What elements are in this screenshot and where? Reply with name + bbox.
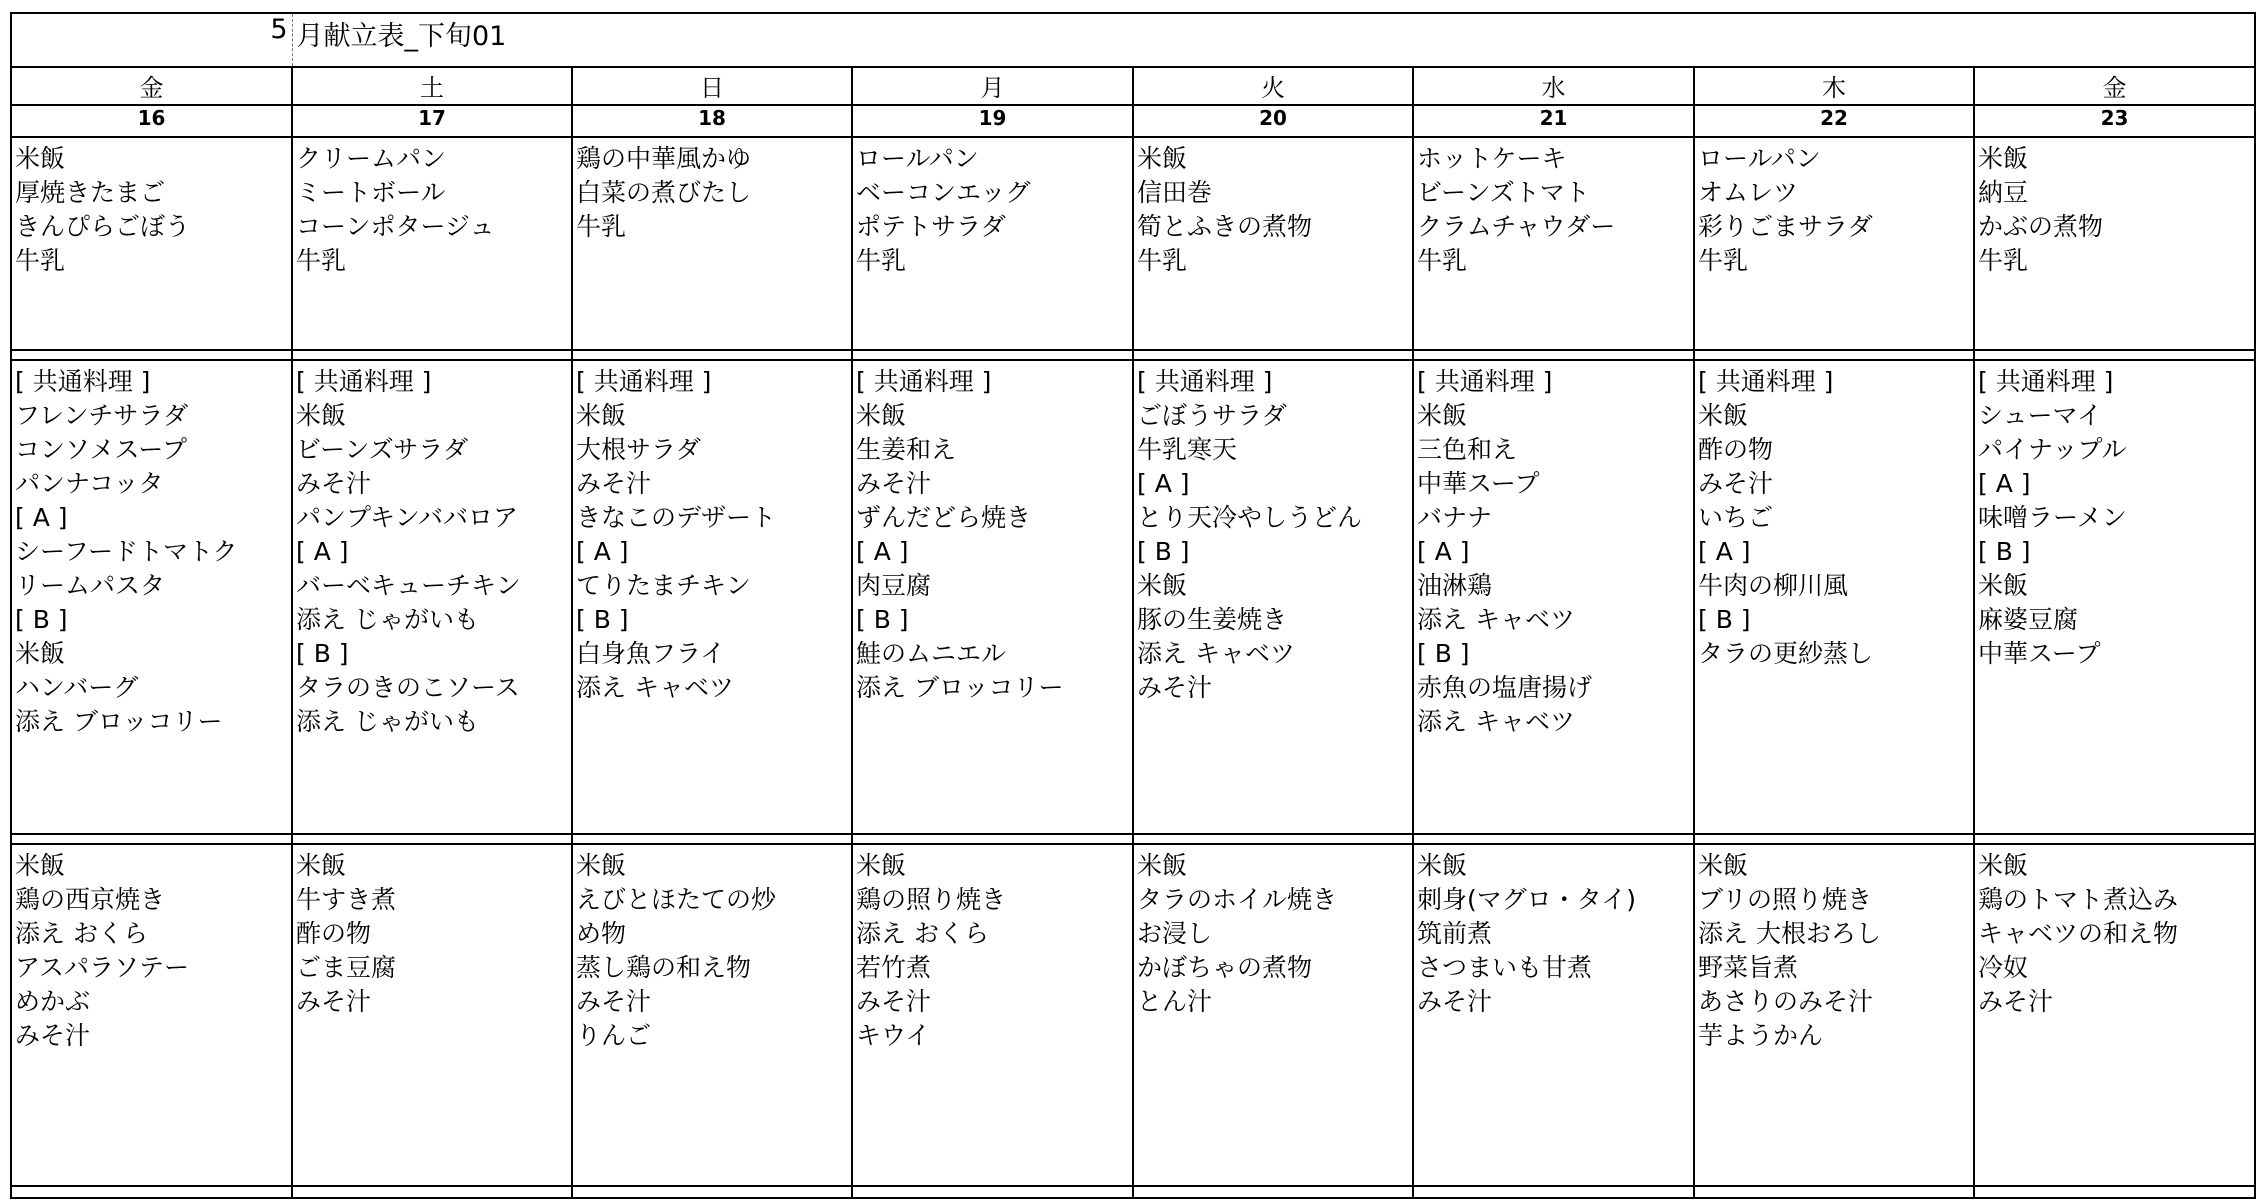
- date-row: [11, 105, 2255, 137]
- menu-item: みそ汁: [1417, 987, 1493, 1016]
- menu-item: 米飯: [576, 851, 627, 880]
- menu-item: 肉豆腐: [856, 571, 932, 600]
- dinner-cell: [1133, 844, 1413, 1186]
- weekday-header: 土: [292, 67, 572, 105]
- lunch-cell: [11, 360, 292, 834]
- menu-table: [10, 12, 2256, 1199]
- separator-cell: [1694, 834, 1974, 844]
- menu-item: パンプキンババロア: [296, 503, 519, 532]
- menu-item: ポテトサラダ: [856, 212, 1006, 241]
- menu-item: 添え ブロッコリー: [856, 673, 1064, 702]
- menu-item: みそ汁: [1698, 469, 1774, 498]
- menu-item: 鶏の照り焼き: [856, 885, 1007, 914]
- menu-item: みそ汁: [15, 1021, 91, 1050]
- menu-item: [ A ]: [296, 537, 349, 566]
- date-header: 21: [1413, 105, 1694, 137]
- menu-item: みそ汁: [1137, 673, 1213, 702]
- menu-item: 大根サラダ: [576, 435, 701, 464]
- menu-item: 米飯: [15, 144, 66, 173]
- menu-item: 白身魚フライ: [576, 639, 726, 668]
- menu-item: [ A ]: [15, 503, 68, 532]
- menu-item: 添え キャベツ: [1417, 707, 1575, 736]
- separator-cell: [292, 350, 572, 360]
- menu-item: パイナップル: [1978, 435, 2127, 464]
- menu-item: ビーンズトマト: [1417, 178, 1590, 207]
- menu-item: [ 共通料理 ]: [1978, 367, 2114, 396]
- breakfast-cell: [11, 137, 292, 350]
- menu-item: め物: [576, 919, 627, 948]
- menu-item: バナナ: [1417, 503, 1493, 532]
- menu-item: ブリの照り焼き: [1698, 885, 1873, 914]
- menu-item: タラの更紗蒸し: [1698, 639, 1874, 668]
- menu-item: [ A ]: [1137, 469, 1190, 498]
- menu-item: シーフードトマトク: [15, 537, 238, 566]
- menu-item: お浸し: [1137, 919, 1213, 948]
- menu-item: フレンチサラダ: [15, 401, 189, 430]
- menu-item: コーンポタージュ: [296, 212, 495, 241]
- menu-item: 添え ブロッコリー: [15, 707, 223, 736]
- menu-item: とん汁: [1137, 987, 1213, 1016]
- menu-item: 米飯: [1978, 571, 2029, 600]
- lunch-row: [11, 360, 2255, 834]
- lunch-cell: [1413, 360, 1694, 834]
- weekday-header: 木: [1694, 67, 1974, 105]
- menu-item: 米飯: [296, 401, 347, 430]
- menu-item: ロールパン: [1698, 144, 1821, 173]
- menu-item: [ 共通料理 ]: [856, 367, 992, 396]
- separator-cell: [1694, 350, 1974, 360]
- menu-item: [ 共通料理 ]: [15, 367, 151, 396]
- date-header: 20: [1133, 105, 1413, 137]
- separator-cell: [852, 350, 1133, 360]
- menu-item: ロールパン: [856, 144, 979, 173]
- menu-item: 鶏のトマト煮込み: [1978, 885, 2179, 914]
- menu-item: 芋ようかん: [1698, 1021, 1824, 1050]
- menu-item: [ B ]: [1698, 605, 1751, 634]
- menu-item: 添え キャベツ: [1417, 605, 1575, 634]
- menu-item: えびとほたての炒: [576, 885, 777, 914]
- breakfast-cell: [1974, 137, 2255, 350]
- menu-item: パンナコッタ: [15, 469, 164, 498]
- menu-item: [ B ]: [1137, 537, 1190, 566]
- menu-item: 筍とふきの煮物: [1137, 212, 1313, 241]
- menu-item: てりたまチキン: [576, 571, 751, 600]
- menu-item: あさりのみそ汁: [1698, 987, 1874, 1016]
- separator-cell: [1413, 834, 1694, 844]
- menu-item: [ A ]: [1698, 537, 1751, 566]
- menu-item: クラムチャウダー: [1417, 212, 1616, 241]
- breakfast-cell: [1694, 137, 1974, 350]
- separator-cell: [1974, 834, 2255, 844]
- menu-item: 酢の物: [296, 919, 372, 948]
- menu-item: みそ汁: [1978, 987, 2054, 1016]
- menu-item: 赤魚の塩唐揚げ: [1417, 673, 1593, 702]
- date-header: 17: [292, 105, 572, 137]
- separator-cell: [1133, 834, 1413, 844]
- menu-item: 米飯: [15, 851, 66, 880]
- menu-item: 厚焼きたまご: [15, 178, 166, 207]
- menu-item: [ B ]: [1417, 639, 1470, 668]
- dinner-cell: [292, 844, 572, 1186]
- menu-item: 牛乳: [1137, 246, 1188, 275]
- menu-item: 米飯: [1137, 144, 1188, 173]
- menu-item: シューマイ: [1978, 401, 2103, 430]
- date-header: 16: [11, 105, 292, 137]
- menu-item: 鶏の中華風かゆ: [576, 144, 752, 173]
- menu-item: 米飯: [1698, 401, 1749, 430]
- separator-cell: [852, 1186, 1133, 1198]
- menu-item: キャベツの和え物: [1978, 919, 2179, 948]
- menu-item: さつまいも甘煮: [1417, 953, 1593, 982]
- menu-item: かぼちゃの煮物: [1137, 953, 1313, 982]
- menu-item: [ A ]: [1978, 469, 2031, 498]
- menu-item: バーベキューチキン: [296, 571, 521, 600]
- menu-item: 米飯: [1137, 571, 1188, 600]
- lunch-cell: [1974, 360, 2255, 834]
- menu-item: 添え おくら: [856, 919, 989, 948]
- menu-item: 米飯: [1978, 851, 2029, 880]
- menu-item: めかぶ: [15, 987, 91, 1016]
- menu-item: 野菜旨煮: [1698, 953, 1799, 982]
- separator-cell: [572, 1186, 852, 1198]
- dinner-cell: [572, 844, 852, 1186]
- menu-item: コンソメスープ: [15, 435, 188, 464]
- menu-item: [ B ]: [856, 605, 909, 634]
- menu-item: 牛すき煮: [296, 885, 397, 914]
- menu-item: 米飯: [1417, 401, 1468, 430]
- menu-item: 米飯: [1978, 144, 2029, 173]
- menu-item: 油淋鶏: [1417, 571, 1493, 600]
- menu-item: みそ汁: [576, 987, 652, 1016]
- separator-cell: [1133, 1186, 1413, 1198]
- menu-item: 麻婆豆腐: [1978, 605, 2079, 634]
- weekday-row: [11, 67, 2255, 105]
- weekday-header: 火: [1133, 67, 1413, 105]
- separator-row: [11, 350, 2255, 360]
- menu-item: 添え キャベツ: [1137, 639, 1295, 668]
- menu-item: 添え じゃがいも: [296, 707, 479, 736]
- menu-item: リームパスタ: [15, 571, 166, 600]
- menu-item: 牛肉の柳川風: [1698, 571, 1849, 600]
- menu-item: 米飯: [15, 639, 66, 668]
- menu-item: 牛乳: [856, 246, 907, 275]
- menu-item: [ 共通料理 ]: [1137, 367, 1273, 396]
- menu-item: [ B ]: [296, 639, 349, 668]
- separator-cell: [292, 1186, 572, 1198]
- menu-item: 米飯: [856, 851, 907, 880]
- menu-item: 酢の物: [1698, 435, 1774, 464]
- separator-cell: [292, 834, 572, 844]
- menu-item: 若竹煮: [856, 953, 932, 982]
- menu-item: [ B ]: [1978, 537, 2031, 566]
- menu-item: 添え 大根おろし: [1698, 919, 1881, 948]
- menu-item: 三色和え: [1417, 435, 1518, 464]
- breakfast-cell: [1413, 137, 1694, 350]
- dinner-row: [11, 844, 2255, 1186]
- menu-item: 添え おくら: [15, 919, 148, 948]
- menu-item: アスパラソテー: [15, 953, 190, 982]
- menu-item: 冷奴: [1978, 953, 2029, 982]
- breakfast-cell: [292, 137, 572, 350]
- menu-item: 米飯: [576, 401, 627, 430]
- separator-cell: [11, 834, 292, 844]
- separator-cell: [1974, 1186, 2255, 1198]
- separator-cell: [1413, 350, 1694, 360]
- menu-item: 牛乳寒天: [1137, 435, 1238, 464]
- dinner-cell: [1694, 844, 1974, 1186]
- menu-item: [ A ]: [856, 537, 909, 566]
- menu-item: 納豆: [1978, 178, 2029, 207]
- menu-item: [ 共通料理 ]: [296, 367, 432, 396]
- menu-item: ミートボール: [296, 178, 446, 207]
- menu-item: 蒸し鶏の和え物: [576, 953, 752, 982]
- menu-item: タラのきのこソース: [296, 673, 520, 702]
- lunch-cell: [572, 360, 852, 834]
- menu-item: タラのホイル焼き: [1137, 885, 1338, 914]
- menu-item: [ 共通料理 ]: [1417, 367, 1553, 396]
- menu-item: 牛乳: [15, 246, 66, 275]
- menu-item: 米飯: [856, 401, 907, 430]
- menu-item: [ A ]: [1417, 537, 1470, 566]
- date-header: 22: [1694, 105, 1974, 137]
- lunch-cell: [852, 360, 1133, 834]
- breakfast-cell: [852, 137, 1133, 350]
- menu-item: かぶの煮物: [1978, 212, 2104, 241]
- separator-row: [11, 834, 2255, 844]
- menu-item: みそ汁: [296, 469, 372, 498]
- weekday-header: 日: [572, 67, 852, 105]
- menu-item: きんぴらごぼう: [15, 212, 191, 241]
- menu-item: きなこのデザート: [576, 503, 777, 532]
- title-month: 5: [11, 13, 292, 67]
- menu-item: 白菜の煮びたし: [576, 178, 752, 207]
- menu-item: 牛乳: [1978, 246, 2029, 275]
- separator-cell: [572, 350, 852, 360]
- menu-item: [ A ]: [576, 537, 629, 566]
- menu-item: 米飯: [1137, 851, 1188, 880]
- separator-cell: [1974, 350, 2255, 360]
- menu-item: 中華スープ: [1978, 639, 2101, 668]
- menu-item: みそ汁: [296, 987, 372, 1016]
- dinner-cell: [1974, 844, 2255, 1186]
- separator-cell: [852, 834, 1133, 844]
- separator-cell: [1694, 1186, 1974, 1198]
- menu-item: 鶏の西京焼き: [15, 885, 166, 914]
- menu-item: みそ汁: [856, 987, 932, 1016]
- date-header: 19: [852, 105, 1133, 137]
- menu-item: ベーコンエッグ: [856, 178, 1031, 207]
- menu-item: ビーンズサラダ: [296, 435, 469, 464]
- menu-item: 米飯: [1698, 851, 1749, 880]
- menu-item: 味噌ラーメン: [1978, 503, 2127, 532]
- menu-item: 鮭のムニエル: [856, 639, 1007, 668]
- menu-item: 添え じゃがいも: [296, 605, 479, 634]
- lunch-cell: [292, 360, 572, 834]
- weekday-header: 月: [852, 67, 1133, 105]
- breakfast-cell: [572, 137, 852, 350]
- menu-item: ハンバーグ: [15, 673, 139, 702]
- menu-item: 信田巻: [1137, 178, 1213, 207]
- separator-cell: [1413, 1186, 1694, 1198]
- menu-item: 米飯: [296, 851, 347, 880]
- separator-cell: [11, 1186, 292, 1198]
- menu-item: [ 共通料理 ]: [1698, 367, 1834, 396]
- menu-item: オムレツ: [1698, 178, 1799, 207]
- menu-item: ホットケーキ: [1417, 144, 1567, 173]
- menu-item: ごぼうサラダ: [1137, 401, 1287, 430]
- menu-item: 牛乳: [576, 212, 627, 241]
- menu-item: みそ汁: [576, 469, 652, 498]
- weekday-header: 金: [1974, 67, 2255, 105]
- menu-item: いちご: [1698, 503, 1774, 532]
- menu-item: 米飯: [1417, 851, 1468, 880]
- separator-cell: [1133, 350, 1413, 360]
- breakfast-cell: [1133, 137, 1413, 350]
- page-title: 月献立表_下旬01: [292, 13, 2255, 67]
- breakfast-row: [11, 137, 2255, 350]
- menu-item: 筑前煮: [1417, 919, 1493, 948]
- menu-item: ずんだどら焼き: [856, 503, 1032, 532]
- menu-item: [ B ]: [576, 605, 629, 634]
- menu-item: ごま豆腐: [296, 953, 397, 982]
- menu-item: 刺身(マグロ・タイ): [1417, 885, 1637, 914]
- menu-item: みそ汁: [856, 469, 932, 498]
- menu-item: キウイ: [856, 1021, 931, 1050]
- dinner-cell: [852, 844, 1133, 1186]
- menu-item: 生姜和え: [856, 435, 957, 464]
- menu-item: [ B ]: [15, 605, 68, 634]
- menu-item: [ 共通料理 ]: [576, 367, 712, 396]
- separator-cell: [11, 350, 292, 360]
- date-header: 18: [572, 105, 852, 137]
- menu-item: りんご: [576, 1021, 652, 1050]
- dinner-cell: [11, 844, 292, 1186]
- title-row: [11, 13, 2255, 67]
- bottom-border-row: [11, 1186, 2255, 1198]
- menu-item: 牛乳: [296, 246, 347, 275]
- lunch-cell: [1133, 360, 1413, 834]
- menu-item: クリームパン: [296, 144, 447, 173]
- dinner-cell: [1413, 844, 1694, 1186]
- separator-cell: [572, 834, 852, 844]
- menu-item: とり天冷やしうどん: [1137, 503, 1363, 532]
- lunch-cell: [1694, 360, 1974, 834]
- menu-item: 豚の生姜焼き: [1137, 605, 1288, 634]
- date-header: 23: [1974, 105, 2255, 137]
- menu-item: 添え キャベツ: [576, 673, 734, 702]
- menu-item: 中華スープ: [1417, 469, 1540, 498]
- menu-item: 牛乳: [1698, 246, 1749, 275]
- weekday-header: 水: [1413, 67, 1694, 105]
- menu-item: 彩りごまサラダ: [1698, 212, 1873, 241]
- menu-item: 牛乳: [1417, 246, 1468, 275]
- weekday-header: 金: [11, 67, 292, 105]
